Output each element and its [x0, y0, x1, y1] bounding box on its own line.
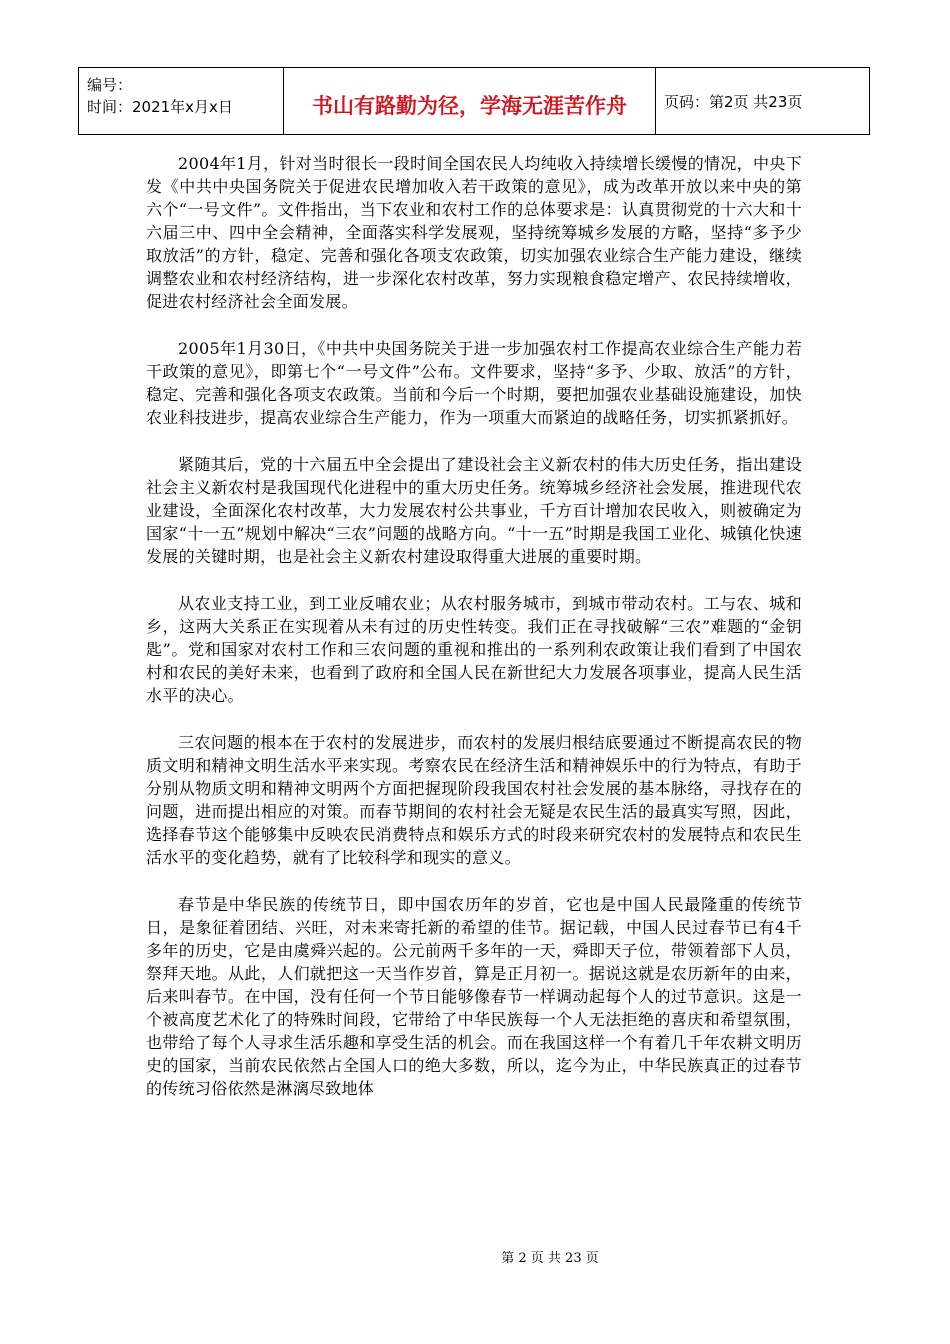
- page-footer: 第 2 页 共 23 页: [501, 1251, 599, 1266]
- page-header: [78, 67, 870, 135]
- paragraph-5: 三农问题的根本在于农村的发展进步，而农村的发展归根结底要通过不断提高农民的物质文明和精神文明生活水平来实现。考察农民在经济生活和精神娱乐中的行为特点，有助于分别从物质文明和精神文明两个方面把握现阶段我国农村社会发展的基本脉络，寻找存在的问题，进而提出相应的对策。而春节期间的农村社会无疑是农民生活的最真实写照，因此，选择春节这个能够集中反映农民消费特点和娱乐方式的时段来研究农村的发展特点和农民生活水平的变化趋势，就有了比较科学和现实的意义。: [146, 733, 802, 867]
- paragraph-1: 2004年1月，针对当时很长一段时间全国农民人均纯收入持续增长缓慢的情况，中央下发《中共中央国务院关于促进农民增加收入若干政策的意见》，成为改革开放以来中央的第六个“一号文件”。文件指出，当下农业和农村工作的总体要求是：认真贯彻党的十六大和十六届三中、四中全会精神，全面落实科学发展观，坚持统筹城乡发展的方略，坚持“多予少取放活”的方针，稳定、完善和强化各项支农政策，切实加强农业综合生产能力建设，继续调整农业和农村经济结构，进一步深化农村改革，努力实现粮食稳定增产、农民持续增收，促进农村经济社会全面发展。: [146, 154, 802, 311]
- paragraph-4: 从农业支持工业，到工业反哺农业；从农村服务城市，到城市带动农村。工与农、城和乡，这两大关系正在实现着从未有过的历史性转变。我们正在寻找破解“三农”难题的“金钥匙”。党和国家对农村工作和三农问题的重视和推出的一系列利农政策让我们看到了中国农村和农民的美好未来，也看到了政府和全国人民在新世纪大力发展各项事业，提高人民生活水平的决心。: [146, 594, 802, 705]
- document-date: 时间：2021年x月x日: [87, 98, 233, 116]
- header-meta: [79, 68, 284, 134]
- paragraph-6: 春节是中华民族的传统节日，即中国农历年的岁首，它也是中国人民最隆重的传统节日，是象征着团结、兴旺，对未来寄托新的希望的佳节。据记载，中国人民过春节已有4千多年的历史，它是由虞舜兴起的。公元前两千多年的一天，舜即天子位，带领着部下人员，祭拜天地。从此，人们就把这一天当作岁首，算是正月初一。据说这就是农历新年的由来，后来叫春节。在中国，没有任何一个节日能够像春节一样调动起每个人的过节意识。这是一个被高度艺术化了的特殊时间段，它带给了中华民族每一个人无法拒绝的喜庆和希望氛围，也带给了每个人寻求生活乐趣和享受生活的机会。而在我国这样一个有着几千年农耕文明历史的国家，当前农民依然占全国人口的绝大多数，所以，迄今为止，中华民族真正的过春节的传统习俗依然是淋漓尽致地体: [146, 895, 802, 1098]
- document-number-label: 编号：: [87, 76, 133, 94]
- document-body: [146, 152, 802, 1124]
- header-motto: 书山有路勤为径，学海无涯苦作舟: [284, 68, 656, 134]
- header-page-info: 页码：第2页 共23页: [664, 92, 803, 111]
- paragraph-2: 2005年1月30日，《中共中央国务院关于进一步加强农村工作提高农业综合生产能力若干政策的意见》，即第七个“一号文件”公布。文件要求，坚持“多予、少取、放活”的方针，稳定、完善和强化各项支农政策。当前和今后一个时期，要把加强农业基础设施建设，加快农业科技进步，提高农业综合生产能力，作为一项重大而紧迫的战略任务，切实抓紧抓好。: [146, 339, 802, 427]
- paragraph-3: 紧随其后，党的十六届五中全会提出了建设社会主义新农村的伟大历史任务，指出建设社会主义新农村是我国现代化进程中的重大历史任务。统筹城乡经济社会发展，推进现代农业建设，全面深化农村改革，大力发展农村公共事业，千方百计增加农民收入，则被确定为国家“十一五”规划中解决“三农”问题的战略方向。“十一五”时期是我国工业化、城镇化快速发展的关键时期，也是社会主义新农村建设取得重大进展的重要时期。: [146, 455, 802, 566]
